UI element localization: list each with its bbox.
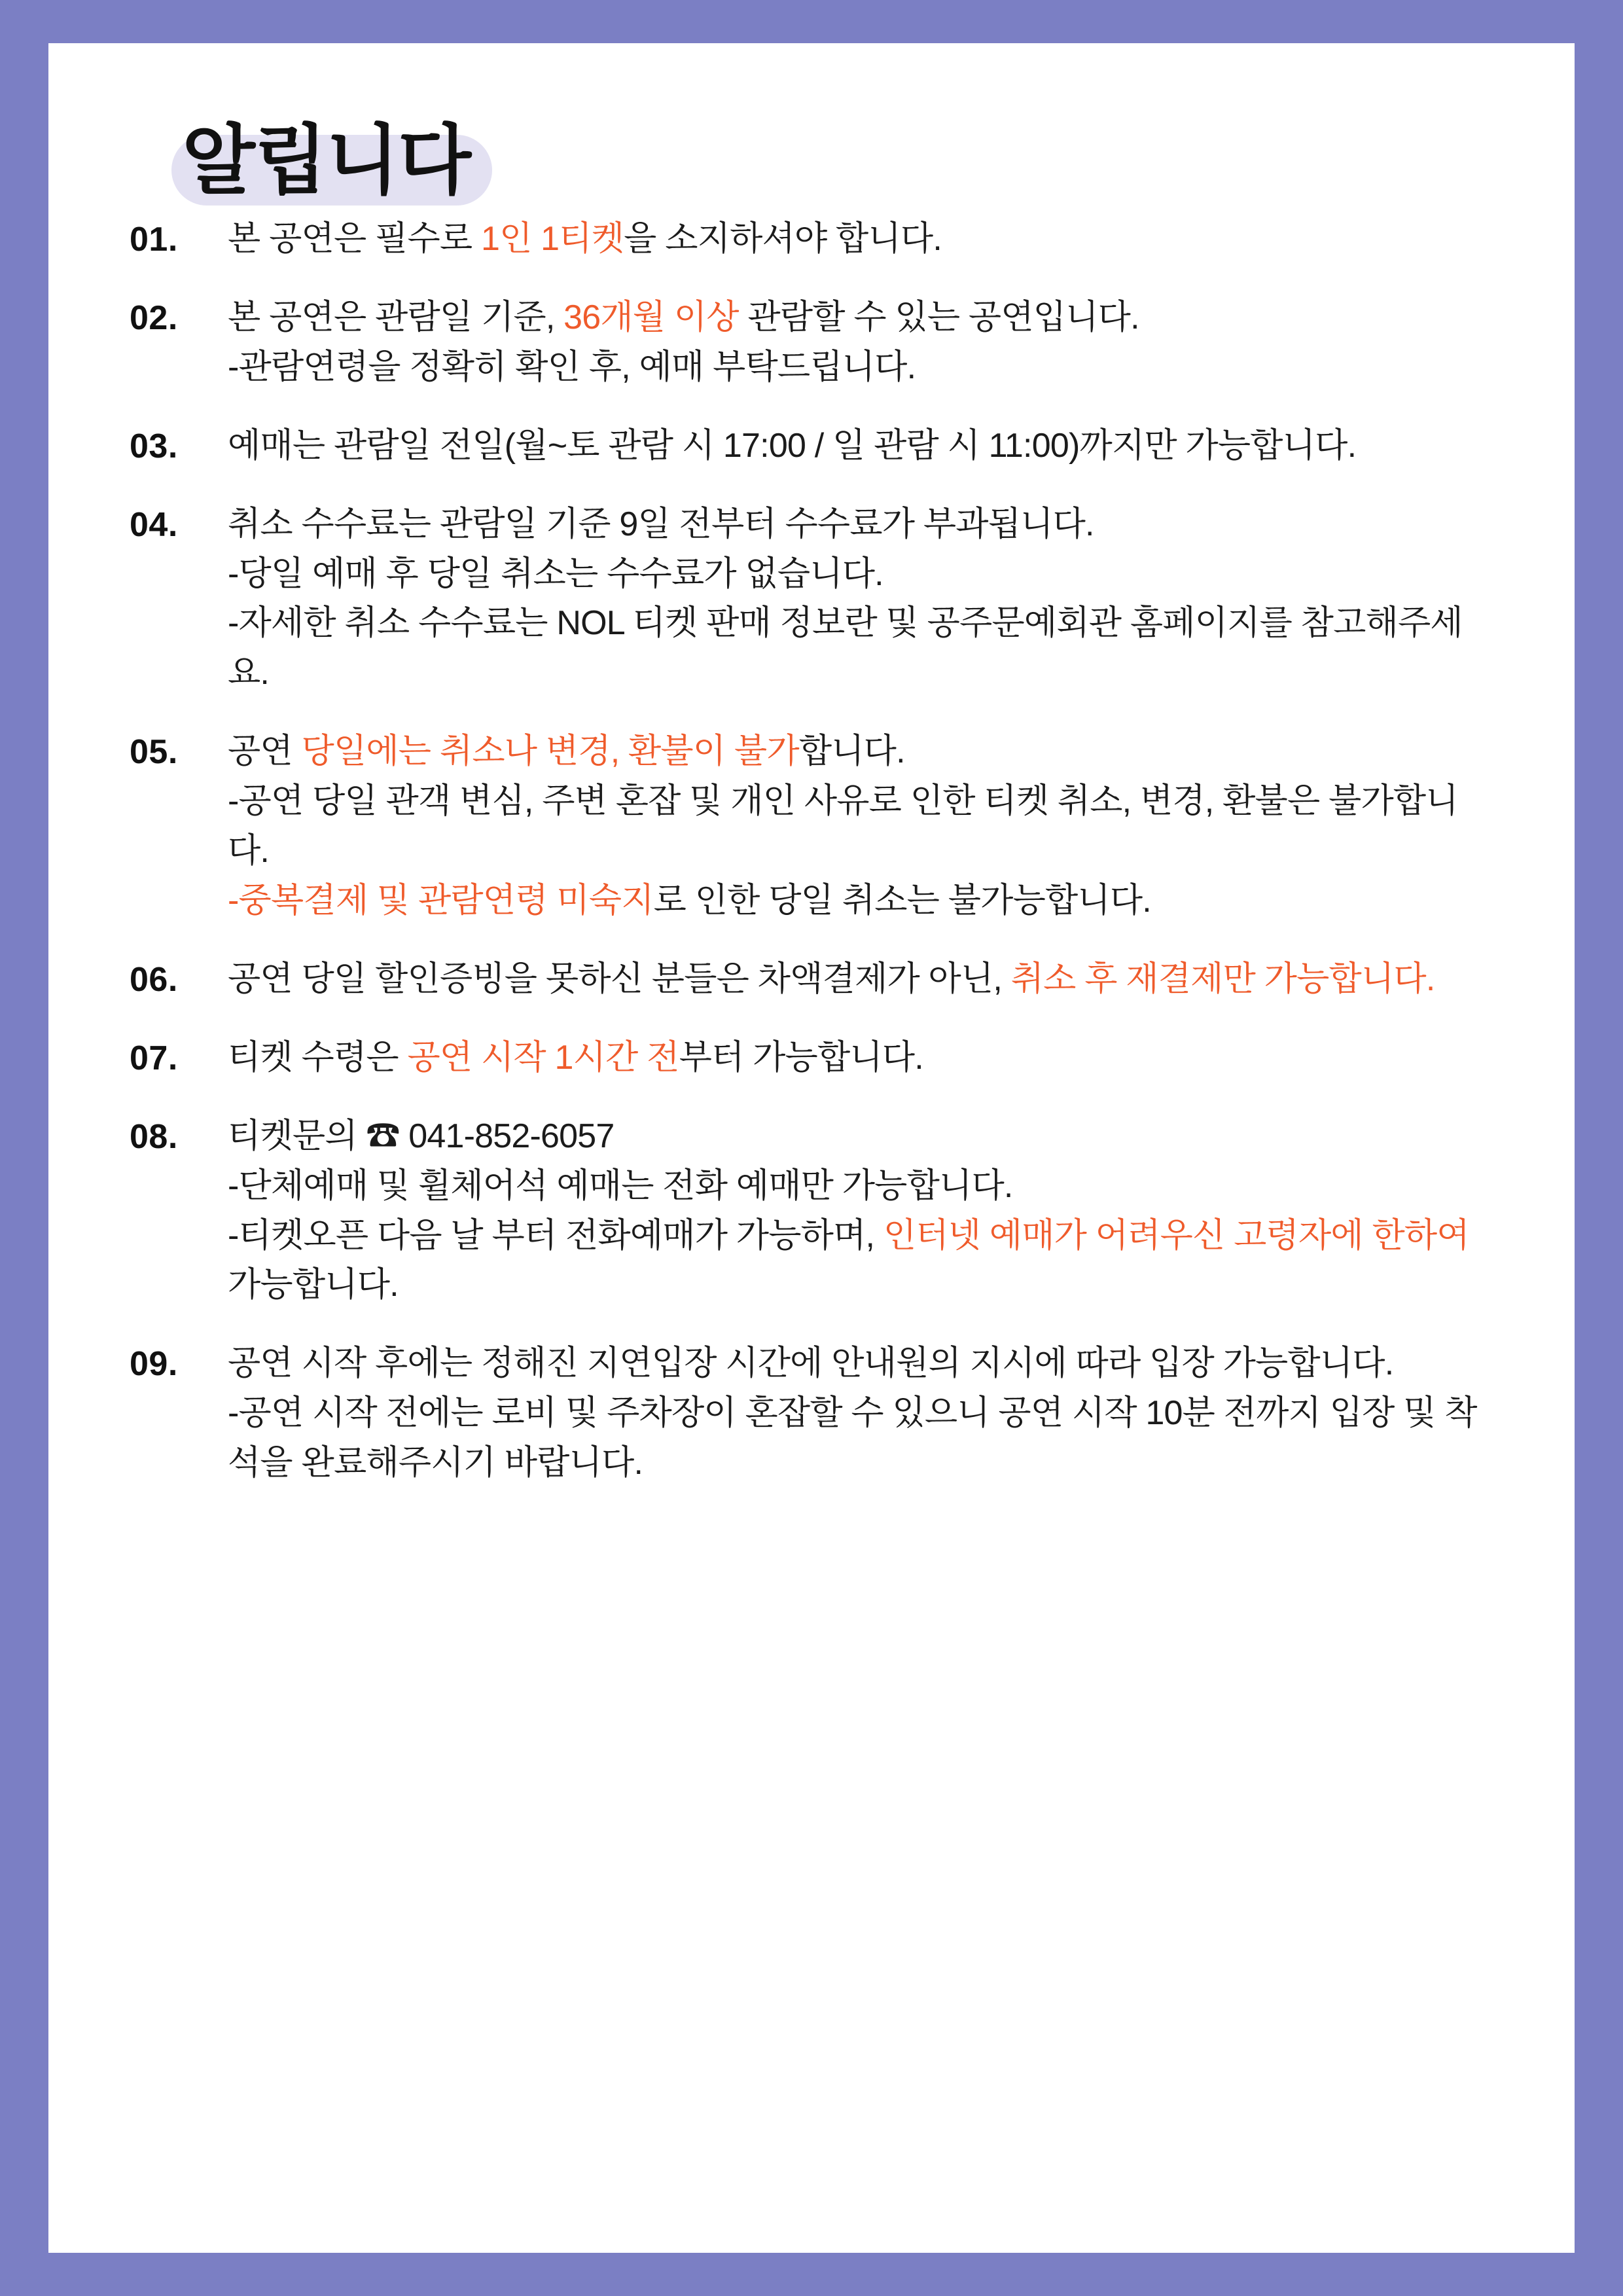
highlighted-text: 1인 1티켓 bbox=[480, 220, 624, 258]
notice-text: 본 공연은 필수로 bbox=[228, 220, 481, 258]
notice-page bbox=[48, 43, 1575, 2253]
notice-text: -단체예매 및 휠체어석 예매는 전화 예매만 가능합니다. bbox=[228, 1166, 1013, 1205]
notice-line bbox=[228, 1112, 1496, 1162]
page-content bbox=[48, 43, 1575, 1543]
notice-text: 가능합니다. bbox=[228, 1266, 399, 1304]
highlighted-text: -중복결제 및 관람연령 미숙지 bbox=[228, 881, 654, 920]
notice-line bbox=[228, 599, 1496, 698]
highlighted-text: 인터넷 예매가 어려우신 고령자에 한하여 bbox=[883, 1216, 1469, 1255]
notice-number: 01. bbox=[130, 221, 178, 259]
notice-item bbox=[130, 500, 1496, 699]
notice-text: 공연 당일 할인증빙을 못하신 분들은 차액결제가 아닌, bbox=[228, 960, 1011, 998]
notice-line bbox=[228, 215, 1496, 264]
notice-text: -관람연령을 정확히 확인 후, 예매 부탁드립니다. bbox=[228, 348, 916, 386]
notice-text: -당일 예매 후 당일 취소는 수수료가 없습니다. bbox=[228, 554, 883, 593]
notice-body bbox=[228, 1033, 1496, 1083]
notice-text: -자세한 취소 수수료는 NOL 티켓 판매 정보란 및 공주문예회관 홈페이지를 참고해주세요. bbox=[228, 604, 1463, 692]
notice-number: 02. bbox=[130, 298, 178, 337]
notice-text: 티켓문의 ☎ 041-852-6057 bbox=[228, 1117, 615, 1155]
notice-line bbox=[228, 777, 1496, 876]
notice-number: 07. bbox=[130, 1039, 178, 1077]
highlighted-text: 36개월 이상 bbox=[563, 298, 739, 336]
notice-body bbox=[228, 293, 1496, 393]
notice-number: 08. bbox=[130, 1117, 178, 1156]
page-title-area bbox=[114, 75, 1522, 212]
notice-item bbox=[130, 293, 1496, 393]
notice-line bbox=[228, 422, 1496, 471]
notice-body bbox=[228, 422, 1496, 471]
notice-text: 부터 가능합니다. bbox=[679, 1038, 923, 1077]
notice-text: 공연 bbox=[228, 732, 302, 771]
notice-text: -공연 당일 관객 변심, 주변 혼잡 및 개인 사유로 인한 티켓 취소, 변경, 환불은 불가합니다. bbox=[228, 782, 1458, 870]
notice-line bbox=[228, 727, 1496, 777]
notice-text: 티켓 수령은 bbox=[228, 1038, 408, 1077]
notice-item bbox=[130, 955, 1496, 1005]
notice-body bbox=[228, 955, 1496, 1005]
notice-body bbox=[228, 1339, 1496, 1488]
notice-line bbox=[228, 1033, 1496, 1083]
notice-body bbox=[228, 500, 1496, 699]
notice-text: 취소 수수료는 관람일 기준 9일 전부터 수수료가 부과됩니다. bbox=[228, 505, 1094, 543]
notice-text: 예매는 관람일 전일(월~토 관람 시 17:00 / 일 관람 시 11:00)까지만 가능합니다. bbox=[228, 426, 1357, 465]
notice-number: 06. bbox=[130, 960, 178, 999]
notice-item bbox=[130, 422, 1496, 471]
notice-item bbox=[130, 1112, 1496, 1311]
notice-text: -티켓오픈 다음 날 부터 전화예매가 가능하며, bbox=[228, 1216, 883, 1255]
notice-item bbox=[130, 1339, 1496, 1488]
highlighted-text: 취소 후 재결제만 가능합니다. bbox=[1010, 960, 1435, 998]
notice-line bbox=[228, 293, 1496, 343]
notice-list bbox=[101, 215, 1522, 1488]
notice-number: 04. bbox=[130, 505, 178, 544]
notice-item bbox=[130, 215, 1496, 264]
notice-line bbox=[228, 1389, 1496, 1488]
notice-line bbox=[228, 1211, 1496, 1311]
notice-body bbox=[228, 727, 1496, 926]
notice-body bbox=[228, 1112, 1496, 1311]
notice-text: 을 소지하셔야 합니다. bbox=[624, 220, 942, 258]
notice-line bbox=[228, 876, 1496, 926]
notice-line bbox=[228, 1339, 1496, 1389]
notice-item bbox=[130, 1033, 1496, 1083]
notice-item bbox=[130, 727, 1496, 926]
notice-text: 공연 시작 후에는 정해진 지연입장 시간에 안내원의 지시에 따라 입장 가능합니다. bbox=[228, 1344, 1394, 1383]
notice-line bbox=[228, 343, 1496, 393]
notice-number: 05. bbox=[130, 733, 178, 772]
notice-line bbox=[228, 550, 1496, 600]
highlighted-text: 당일에는 취소나 변경, 환불이 불가 bbox=[301, 732, 799, 771]
notice-text: 로 인한 당일 취소는 불가능합니다. bbox=[653, 881, 1151, 920]
highlighted-text: 공연 시작 1시간 전 bbox=[407, 1038, 679, 1077]
notice-text: 본 공연은 관람일 기준, bbox=[228, 298, 564, 336]
notice-number: 03. bbox=[130, 427, 178, 465]
page-title: 알립니다 bbox=[182, 118, 471, 203]
notice-body bbox=[228, 215, 1496, 264]
notice-text: 관람할 수 있는 공연입니다. bbox=[738, 298, 1139, 336]
notice-line bbox=[228, 500, 1496, 550]
notice-text: 합니다. bbox=[798, 732, 905, 771]
notice-number: 09. bbox=[130, 1345, 178, 1384]
notice-line bbox=[228, 1162, 1496, 1211]
notice-line bbox=[228, 955, 1496, 1005]
notice-text: -공연 시작 전에는 로비 및 주차장이 혼잡할 수 있으니 공연 시작 10분 전까지 입장 및 착석을 완료해주시기 바랍니다. bbox=[228, 1394, 1477, 1482]
